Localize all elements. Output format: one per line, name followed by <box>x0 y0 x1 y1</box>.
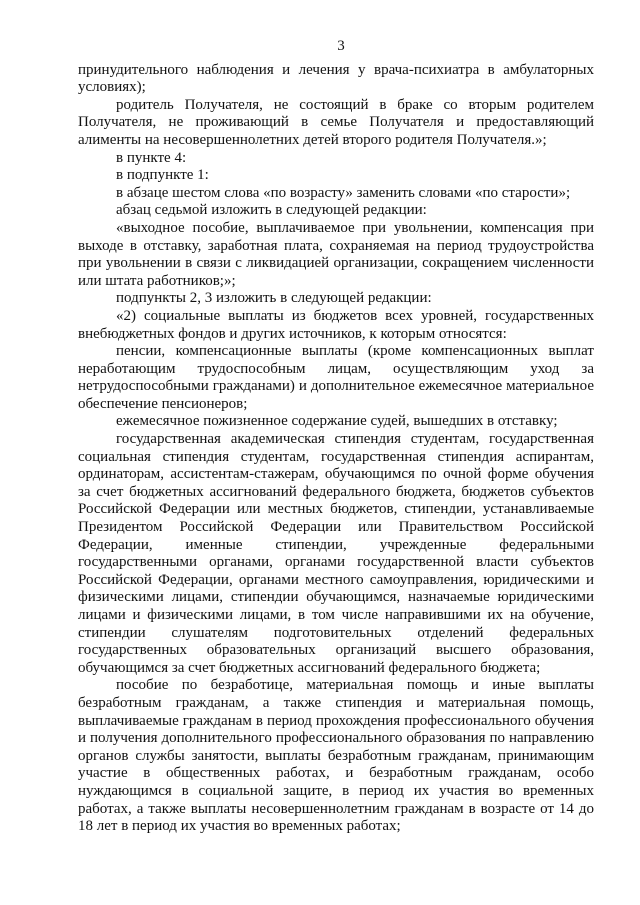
paragraph-severance: «выходное пособие, выплачиваемое при увольнении, компенсация при выходе в отставку, заработная плата, сохраняемая на период трудоустройства при увольнении в связи с ликвидацией организации, сокращением численности или штата работников;»; <box>78 219 594 289</box>
paragraph-judges: ежемесячное пожизненное содержание судей, вышедших в отставку; <box>116 413 558 430</box>
paragraph-clause-4: в пункте 4: <box>116 149 187 166</box>
page-number: 3 <box>337 38 345 54</box>
paragraph-sixth-abzats: в абзаце шестом слова «по возрасту» заменить словами «по старости»; <box>116 184 571 201</box>
paragraph-subclause-1: в подпункте 1: <box>116 167 209 184</box>
paragraph-scholarships: государственная академическая стипендия студентам, государственная социальная стипендия студентам, государственная стипендия аспирантам, ординаторам, ассистентам-стажерам, обучающимся по очной форме обучения за счет бюджетных ассигнований федерального бюджета, бюджетов субъектов Российской Федерации или местных бюджетов, стипендии, устанавливаемые Президентом Российской Федерации или Правительством Российской Федерации, именные стипендии, учрежденные федеральными государственными органами, органами государственной власти субъектов Российской Федерации, органами местного самоуправления, юридическими и физическими лицами, стипендии обучающимся, назначаемые юридическими лицами и физическими лицами, в том числе направившими их на обучение, стипендии слушателям подготовительных отделений федеральных государственных образовательных организаций высшего образования, обучающимся за счет бюджетных ассигнований федерального бюджета; <box>78 431 594 676</box>
paragraph-pensions: пенсии, компенсационные выплаты (кроме компенсационных выплат неработающим трудоспособным лицам, осуществляющим уход за нетрудоспособными гражданами) и дополнительное ежемесячное материальное обеспечение пенсионеров; <box>78 343 594 412</box>
paragraph-subclauses-2-3: подпункты 2, 3 изложить в следующей редакции: <box>116 290 432 307</box>
paragraph-parent: родитель Получателя, не состоящий в браке со вторым родителем Получателя, не проживающий в семье Получателя и предоставляющий алименты на несовершеннолетних детей второго родителя Получателя.»; <box>78 96 594 148</box>
paragraph-unemployment: пособие по безработице, материальная помощь и иные выплаты безработным гражданам, а также стипендия и материальная помощь, выплачиваемые гражданам в период прохождения профессионального обучения и получения дополнительного профессионального образования по направлению органов службы занятости, выплаты безработным гражданам, принимающим участие в общественных работах, и безработным гражданам, особо нуждающимся в социальной защите, в период их участия во временных работах, а также выплаты несовершеннолетним гражданам в возрасте от 14 до 18 лет в период их участия во временных работах; <box>78 677 594 835</box>
paragraph-continuation: принудительного наблюдения и лечения у врача-психиатра в амбулаторных условиях); <box>78 61 594 96</box>
paragraph-social-payments: «2) социальные выплаты из бюджетов всех уровней, государственных внебюджетных фондов и других источников, к которым относятся: <box>78 307 594 342</box>
paragraph-seventh-abzats: абзац седьмой изложить в следующей редакции: <box>116 202 427 219</box>
